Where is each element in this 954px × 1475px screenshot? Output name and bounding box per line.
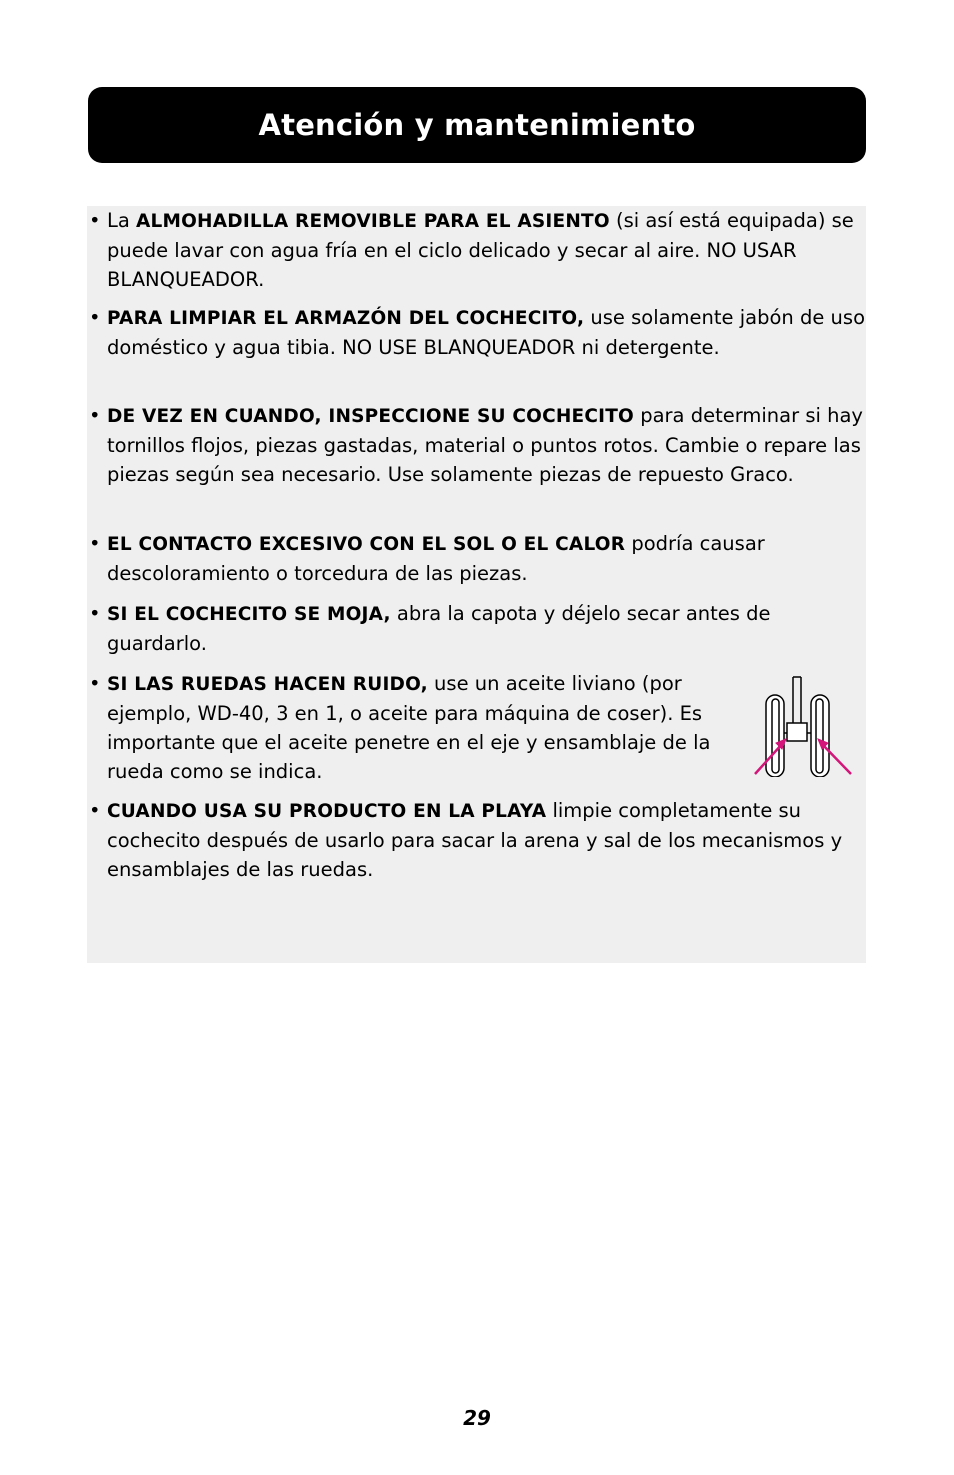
bullet: • xyxy=(89,404,101,427)
item-lead: ALMOHADILLA REMOVIBLE PARA EL ASIENTO xyxy=(136,211,610,232)
item-text: para determinar si hay tornillos flojos, piezas gastadas, material o puntos rotos. Cambie o repare las piezas según sea necesario. Use solamente piezas de repuesto Graco. xyxy=(107,404,863,486)
item-text: abra la capota y déjelo secar antes de guardarlo. xyxy=(107,602,771,655)
bullet: • xyxy=(89,672,101,695)
bullet: • xyxy=(89,209,101,232)
section-header xyxy=(88,87,866,163)
list-item xyxy=(87,303,866,362)
list-item xyxy=(87,401,866,489)
item-text: (si así está equipada) se puede lavar con agua fría en el ciclo delicado y secar al aire. NO USAR BLANQUEADOR. xyxy=(107,209,854,291)
list-item xyxy=(87,206,866,294)
bullet: • xyxy=(89,532,101,555)
page-number: 29 xyxy=(463,1406,491,1430)
list-item xyxy=(87,599,866,658)
wheel-axle-icon xyxy=(751,667,855,777)
item-text: podría causar descoloramiento o torcedura de las piezas. xyxy=(107,532,765,585)
item-lead: DE VEZ EN CUANDO, INSPECCIONE SU COCHECITO xyxy=(107,406,634,427)
bullet: • xyxy=(89,602,101,625)
item-lead: SI EL COCHECITO SE MOJA, xyxy=(107,604,391,625)
page-title: Atención y mantenimiento xyxy=(258,108,696,142)
item-lead: PARA LIMPIAR EL ARMAZÓN DEL COCHECITO, xyxy=(107,308,585,329)
bullet: • xyxy=(89,799,101,822)
list-item xyxy=(87,669,727,786)
care-instructions-panel xyxy=(87,206,866,963)
bullet: • xyxy=(89,306,101,329)
item-prefix: La xyxy=(107,209,137,232)
list-item xyxy=(87,529,866,588)
item-text: limpie completamente su cochecito después de usarlo para sacar la arena y sal de los mecanismos y ensamblajes de las ruedas. xyxy=(107,799,843,881)
list-item xyxy=(87,796,866,884)
item-lead: SI LAS RUEDAS HACEN RUIDO, xyxy=(107,674,428,695)
item-lead: CUANDO USA SU PRODUCTO EN LA PLAYA xyxy=(107,801,547,822)
item-text: use solamente jabón de uso doméstico y agua tibia. NO USE BLANQUEADOR ni detergente. xyxy=(107,306,866,359)
item-lead: EL CONTACTO EXCESIVO CON EL SOL O EL CALOR xyxy=(107,534,626,555)
item-text: use un aceite liviano (por ejemplo, WD-40, 3 en 1, o aceite para máquina de coser). Es importante que el aceite penetre en el eje y ensamblaje de la rueda como se indica. xyxy=(107,672,711,783)
